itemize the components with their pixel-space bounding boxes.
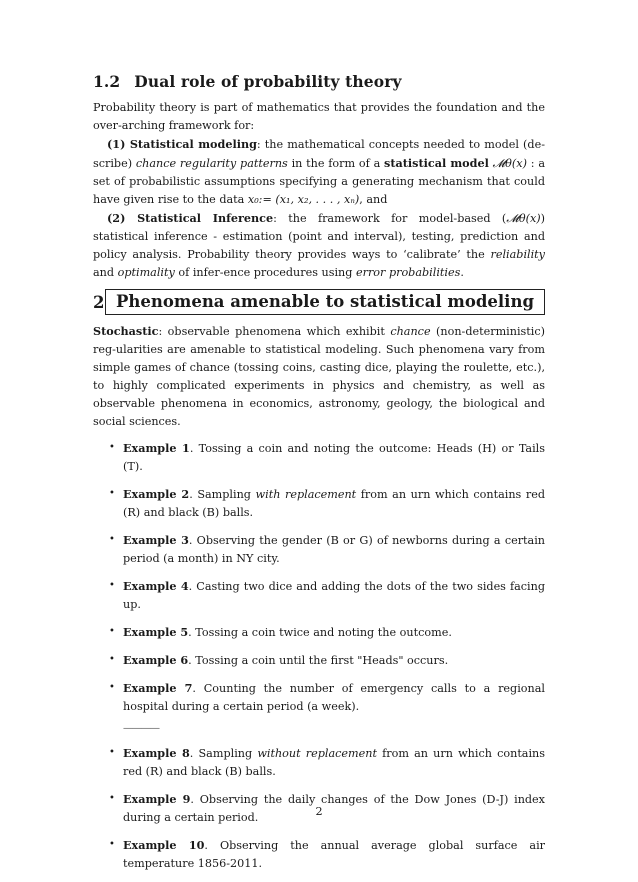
bullet-icon: • [109, 442, 115, 453]
bullet-icon: • [109, 839, 115, 850]
example-label: Example 8 [123, 746, 190, 760]
example-label: Example 3 [123, 533, 189, 547]
example-item: • Example 2. Sampling with replacement from an urn which contains red (R) and black (B) balls. [109, 487, 546, 519]
example-label: Example 6 [123, 653, 189, 667]
bullet-icon: • [109, 682, 115, 693]
example-item: • Example 6. Tossing a coin until the first "Heads" occurs. [109, 653, 449, 667]
example-item: • Example 10. Observing the annual average global surface air temperature 1856-2011. [109, 838, 546, 870]
example-item: • Example 5. Tossing a coin twice and noting the outcome. [109, 625, 452, 639]
bullet-icon: • [109, 793, 115, 804]
intro-paragraph: Probability theory is part of mathematics that provides the foundation and the over-arching framework for: [93, 101, 545, 132]
example-item: • Example 1. Tossing a coin and noting the outcome: Heads (H) or Tails (T). [109, 441, 545, 473]
example-item: • Example 3. Observing the gender (B or G) of newborns during a certain period (a month) in NY city. [109, 533, 545, 565]
page-number: 2 [315, 805, 323, 818]
example-label: Example 4 [123, 579, 189, 593]
bullet-icon: • [109, 626, 115, 637]
section-title-box: Phenomena amenable to statistical modeling [105, 289, 545, 315]
example-label: Example 5 [123, 625, 189, 639]
bullet-icon: • [109, 654, 115, 665]
example-item: • Example 4. Casting two dice and adding the dots of the two sides facing up. [109, 579, 546, 611]
model-symbol: 𝓜θ(x) [492, 157, 527, 170]
data-symbol: x₀:= (x₁, x₂, . . . , xₙ) [247, 193, 360, 206]
model-symbol: 𝓜θ(x) [506, 212, 541, 225]
section-number: 1.2 [93, 72, 121, 91]
section-heading [93, 72, 545, 91]
example-label: Example 2 [123, 487, 190, 501]
stochastic-paragraph: Stochastic: observable phenomena which exhibit chance (non-deterministic) reg-ularities are amenable to statistical modeling. Such phenomena vary from simple games of chance (tossing coins, casting dice, playing the roulette, etc.), to highly complicated experiments in physics and chemistry, as well as observable phenomena in economics, astronomy, geology, the biological and social sciences. [93, 324, 545, 428]
bullet-icon: • [109, 580, 115, 591]
example-label: Example 10 [123, 838, 205, 852]
example-list [93, 439, 545, 716]
example-item: • Example 8. Sampling without replacement from an urn which contains red (R) and black (B) balls. [109, 746, 546, 778]
example-label: Example 7 [123, 681, 193, 695]
document-page [93, 72, 545, 882]
bullet-icon: • [109, 534, 115, 545]
example-label: Example 9 [123, 792, 191, 806]
section-number: 2 [93, 292, 105, 312]
bullet-icon: • [109, 747, 115, 758]
section-title: Dual role of probability theory [134, 72, 402, 91]
statistical-modeling-paragraph: (1) Statistical modeling: the mathematical concepts needed to model (de-scribe) chance regularity patterns in the form of a statistical model 𝓜θ(x) : a set of probabilistic assumptions specifying a generating mechanism that could have given rise to the data x₀:= (x₁, x₂, . . . , xₙ), and [93, 137, 545, 206]
example-item: • Example 9. Observing the daily changes of the Dow Jones (D-J) index during a certain period. [109, 792, 545, 824]
bullet-icon: • [109, 488, 115, 499]
boxed-section-heading [93, 289, 545, 315]
example-item: • Example 7. Counting the number of emergency calls to a regional hospital during a certain period (a week). [109, 681, 545, 713]
separator: ———— [123, 723, 159, 734]
example-label: Example 1 [123, 441, 190, 455]
statistical-inference-paragraph: (2) Statistical Inference: the framework for model-based (𝓜θ(x)) statistical inference - estimation (point and interval), testing, prediction and policy analysis. Probability theory provides ways to ‘calibrate’ the reliability and optimality of infer-ence procedures using error probabilities. [93, 211, 545, 279]
